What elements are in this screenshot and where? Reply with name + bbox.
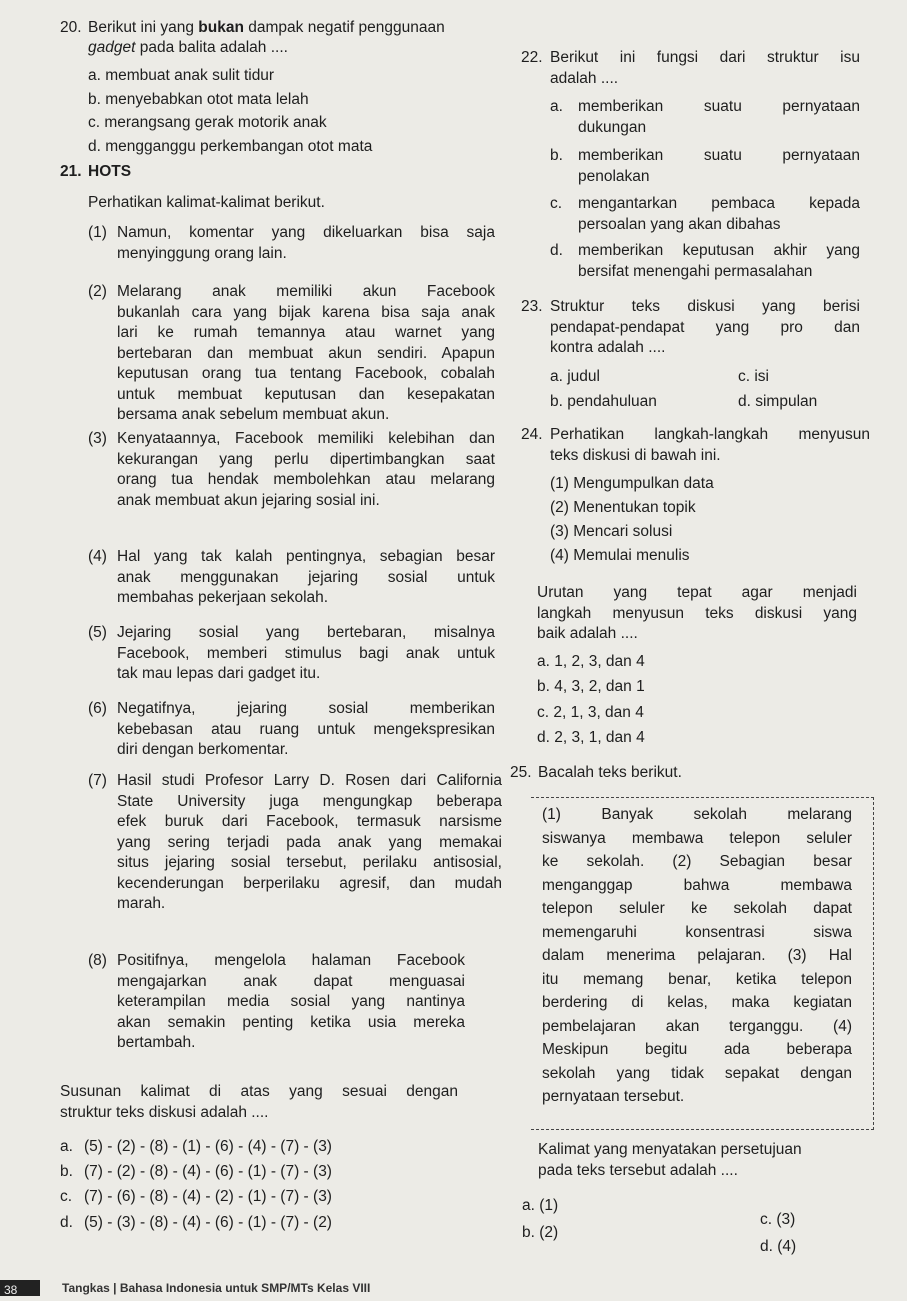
q20-stem-italic: gadget (88, 39, 136, 56)
q21-s7-line: Hasil studi Profesor Larry D. Rosen dari California (117, 772, 502, 789)
q22-option-line: persoalan yang akan dibahas (578, 215, 781, 233)
q21-s2 (117, 282, 495, 426)
q23-number: 23. (521, 298, 543, 315)
q23-option-c[interactable]: c. isi (738, 368, 769, 385)
q24-option-a[interactable]: a. 1, 2, 3, dan 4 (537, 653, 645, 670)
q24-stem-line: teks diskusi di bawah ini. (550, 446, 721, 464)
q23-option-d[interactable]: d. simpulan (738, 393, 818, 410)
q22-stem-line: adalah .... (550, 69, 619, 87)
q21-s7-line: State University juga mengungkap beberapa (117, 792, 502, 810)
q21-s6-line: Negatifnya, jejaring sosial memberikan (117, 700, 495, 717)
q25-box-line: (1) Banyak sekolah melarang (542, 806, 852, 823)
q25-stem: Bacalah teks berikut. (538, 764, 682, 781)
q21-hots-tag: HOTS (88, 163, 132, 180)
q24-prompt-line: baik adalah .... (537, 625, 638, 642)
q21-s8-line: keterampilan media sosial yang nantinya (117, 993, 465, 1010)
q24-step-2: (2) Menentukan topik (550, 499, 696, 516)
q20-option-b[interactable]: b. menyebabkan otot mata lelah (88, 91, 309, 108)
q23-stem-line: Struktur teks diskusi yang berisi (550, 298, 860, 315)
q21-s2-line: bertebaran dan membuat akun sendiri. Apapun (117, 344, 495, 362)
q21-s4-line: Hal yang tak kalah pentingnya, sebagian besar (117, 548, 495, 565)
q22-option-line: memberikan suatu pernyataan (578, 98, 860, 115)
q25-box-line: sekolah yang tidak sepakat dengan (542, 1064, 852, 1082)
q21-s8-line: akan semakin penting ketika usia mereka (117, 1013, 465, 1031)
q24-step-4: (4) Memulai menulis (550, 547, 690, 564)
q22-option-line: dukungan (578, 118, 647, 136)
q21-s5-line: Jejaring sosial yang bertebaran, misalnya (117, 624, 495, 641)
q21-option-letter: b. (60, 1163, 73, 1180)
q25-box-line: pernyataan tersebut. (542, 1088, 685, 1105)
q22-option-line: bersifat menengahi permasalahan (578, 262, 813, 280)
q25-box-line: ke sekolah. (2) Sebagian besar (542, 853, 852, 870)
q21-s6 (117, 699, 495, 761)
q20-option-c[interactable]: c. merangsang gerak motorik anak (88, 114, 327, 131)
q20-stem-part-c: pada balita adalah .... (135, 39, 288, 56)
q21-option-text: (7) - (2) - (8) - (4) - (6) - (1) - (7) - (3) (84, 1163, 332, 1180)
q21-s7-num: (7) (88, 772, 107, 789)
q24-step-1: (1) Mengumpulkan data (550, 475, 714, 492)
q24-prompt (537, 583, 857, 645)
q25-box-line: Meskipun begitu ada beberapa (542, 1041, 852, 1058)
q21-s3-line: orang tua hendak membolehkan atau melarang (117, 471, 495, 488)
q25-number: 25. (510, 764, 532, 781)
q21-option-letter: a. (60, 1138, 73, 1155)
q21-option-c[interactable] (60, 1187, 332, 1208)
q22-option-b[interactable] (550, 146, 860, 185)
page-number: 38 (0, 1280, 40, 1296)
q23-option-a[interactable]: a. judul (550, 368, 600, 385)
q21-s7 (117, 771, 502, 915)
q20-option-a[interactable]: a. membuat anak sulit tidur (88, 67, 275, 84)
q20-option-d[interactable]: d. mengganggu perkembangan otot mata (88, 138, 373, 155)
q21-s2-line: bukanlah cara yang bijak karena bisa saja anak (117, 303, 495, 321)
q25-box-line: telepon seluler ke sekolah dapat (542, 900, 852, 917)
q21-s3 (117, 429, 495, 511)
q21-s7-line: kecenderungan berperilaku agresif, dan mudah (117, 874, 502, 892)
q25-box-line: siswanya membawa telepon seluler (542, 829, 852, 847)
q25-box-line: menganggap bahwa membawa (542, 876, 852, 894)
q21-s1 (117, 223, 495, 264)
q25-prompt-line: pada teks tersebut adalah .... (538, 1161, 738, 1179)
q21-option-a[interactable] (60, 1137, 332, 1158)
q22-option-letter: d. (550, 242, 563, 259)
q21-option-d[interactable] (60, 1213, 332, 1234)
q21-s2-line: untuk membuat keputusan dan kesepakatan (117, 385, 495, 403)
q25-option-b[interactable]: b. (2) (522, 1224, 559, 1241)
q21-s7-line: marah. (117, 895, 166, 912)
q21-s5 (117, 623, 495, 685)
q21-s8-num: (8) (88, 952, 107, 969)
q23-stem-line: kontra adalah .... (550, 339, 666, 356)
q24-option-b[interactable]: b. 4, 3, 2, dan 1 (537, 678, 645, 695)
q24-step-3: (3) Mencari solusi (550, 523, 673, 540)
q20-stem-line2 (88, 38, 288, 59)
q21-s2-line: keputusan orang tua tentang Facebook, cobalah (117, 365, 495, 382)
q21-s3-num: (3) (88, 430, 107, 447)
q21-s3-line: kekurangan yang perlu dipertimbangkan saat (117, 450, 495, 468)
q21-s7-line: efek buruk dari Facebook, termasuk narsisme (117, 813, 502, 830)
q22-number: 22. (521, 49, 543, 66)
q22-option-line: penolakan (578, 167, 650, 185)
q25-box-line: memengaruhi konsentrasi siswa (542, 923, 852, 941)
q25-option-c[interactable]: c. (3) (760, 1211, 796, 1228)
q22-option-line: memberikan suatu pernyataan (578, 147, 860, 164)
q21-s4-line: anak menggunakan jejaring sosial untuk (117, 568, 495, 586)
q22-option-c[interactable] (550, 194, 860, 233)
q21-option-text: (7) - (6) - (8) - (4) - (2) - (1) - (7) - (3) (84, 1188, 332, 1205)
q21-s7-line: situs jejaring sosial tersebut, perilaku antisosial, (117, 854, 502, 871)
q21-s3-line: anak membuat akun jejaring sosial ini. (117, 491, 380, 509)
q21-s4 (117, 547, 495, 609)
q21-prompt (60, 1082, 458, 1123)
q21-s3-line: Kenyataannya, Facebook memiliki kelebihan dan (117, 430, 495, 447)
q24-option-d[interactable]: d. 2, 3, 1, dan 4 (537, 729, 645, 746)
q22-option-d[interactable] (550, 241, 860, 280)
q24-stem-line: Perhatikan langkah-langkah menyusun (550, 426, 870, 443)
q21-s5-num: (5) (88, 624, 107, 641)
q20-stem-part-b: dampak negatif penggunaan (243, 19, 445, 36)
q21-s8-line: bertambah. (117, 1034, 196, 1051)
q25-option-d[interactable]: d. (4) (760, 1238, 797, 1255)
q21-option-letter: d. (60, 1214, 73, 1231)
q21-s6-line: diri dengan berkomentar. (117, 741, 289, 758)
q24-option-c[interactable]: c. 2, 1, 3, dan 4 (537, 704, 644, 721)
q24-stem (550, 425, 870, 466)
q25-prompt (538, 1140, 878, 1181)
q21-s2-line: bersama anak sebelum membuat akun. (117, 406, 390, 423)
q22-option-letter: c. (550, 195, 563, 212)
q21-option-text: (5) - (2) - (8) - (1) - (6) - (4) - (7) - (3) (84, 1138, 332, 1155)
q21-s2-line: Melarang anak memiliki akun Facebook (117, 283, 495, 300)
q20-stem-line1 (88, 18, 508, 39)
q24-number: 24. (521, 426, 543, 443)
q25-box-line: itu memang benar, ketika telepon (542, 970, 852, 988)
q25-option-a[interactable]: a. (1) (522, 1197, 559, 1214)
q21-s5-line: tak mau lepas dari gadget itu. (117, 665, 321, 682)
q21-option-text: (5) - (3) - (8) - (4) - (6) - (1) - (7) - (2) (84, 1214, 332, 1231)
q22-option-a[interactable] (550, 97, 860, 136)
q23-option-b[interactable]: b. pendahuluan (550, 393, 657, 410)
q22-stem-line: Berikut ini fungsi dari struktur isu (550, 49, 860, 66)
q21-s4-num: (4) (88, 548, 107, 565)
q24-prompt-line: langkah menyusun teks diskusi yang (537, 604, 857, 622)
q25-box-line: pembelajaran akan terganggu. (4) (542, 1017, 852, 1035)
q20-number: 20. (60, 19, 82, 36)
footer-text: Tangkas | Bahasa Indonesia untuk SMP/MTs Kelas VIII (62, 1281, 371, 1295)
q21-option-letter: c. (60, 1188, 73, 1205)
q21-s2-line: lari ke rumah temannya atau warnet yang (117, 324, 495, 341)
q21-prompt-line: struktur teks diskusi adalah .... (60, 1103, 269, 1121)
q21-s5-line: Facebook, memberi stimulus bagi anak untuk (117, 644, 495, 662)
q23-stem (550, 297, 860, 359)
q21-prompt-line: Susunan kalimat di atas yang sesuai dengan (60, 1083, 458, 1100)
q25-box-line: berdering di kelas, maka kegiatan (542, 994, 852, 1011)
q21-s8 (117, 951, 465, 1054)
q25-box-line: dalam menerima pelajaran. (3) Hal (542, 947, 852, 964)
q25-prompt-line: Kalimat yang menyatakan persetujuan (538, 1141, 802, 1158)
q21-s8-line: mengajarkan anak dapat menguasai (117, 972, 465, 990)
q21-s8-line: Positifnya, mengelola halaman Facebook (117, 952, 465, 969)
q23-stem-line: pendapat-pendapat yang pro dan (550, 318, 860, 336)
q21-s1-line: Namun, komentar yang dikeluarkan bisa saja (117, 224, 495, 241)
q21-option-b[interactable] (60, 1162, 332, 1183)
q20-stem-part-a: Berikut ini yang (88, 19, 199, 36)
q25-box-text (542, 803, 852, 1109)
q21-number: 21. (60, 163, 82, 180)
q20-stem-bold: bukan (198, 19, 244, 36)
q22-option-line: mengantarkan pembaca kepada (578, 195, 860, 212)
q21-s6-line: kebebasan atau ruang untuk mengekspresikan (117, 720, 495, 738)
q21-s4-line: membahas pekerjaan sekolah. (117, 589, 329, 606)
q22-stem (550, 48, 860, 89)
q21-s1-num: (1) (88, 224, 107, 241)
q22-option-line: memberikan keputusan akhir yang (578, 242, 860, 259)
q21-intro: Perhatikan kalimat-kalimat berikut. (88, 194, 325, 211)
q21-s6-num: (6) (88, 700, 107, 717)
q22-option-letter: b. (550, 147, 563, 164)
q22-option-letter: a. (550, 98, 563, 115)
q24-prompt-line: Urutan yang tepat agar menjadi (537, 584, 857, 601)
q21-s7-line: yang sering terjadi pada anak yang memakai (117, 833, 502, 851)
q21-s2-num: (2) (88, 283, 107, 300)
q21-s1-line: menyinggung orang lain. (117, 244, 287, 262)
